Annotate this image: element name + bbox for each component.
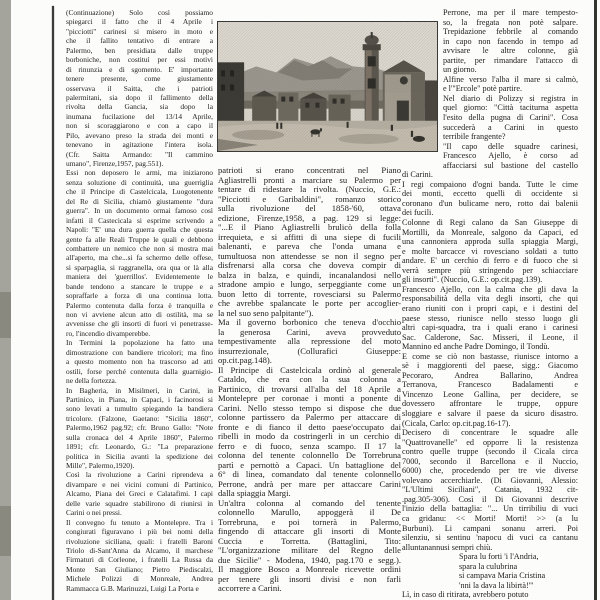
text-line: disfrenarsi alla corsa che doveva compir di [218, 261, 401, 270]
text-line: fronte e di fianco il detto paese'occupato dai [218, 422, 401, 432]
text-line: "picciotti" carinesi si misero in moto e [66, 26, 213, 36]
text-line: ferro e di fuoco, senza scampo. Il 17 la [218, 441, 401, 451]
text-line: Il Principe di Castelcicala ordinò al generale [218, 365, 401, 375]
text-line: responsabilità della vita degli insorti, che qui [402, 294, 578, 304]
text-line: ro, l'incendio divamperebbe. [66, 328, 151, 338]
text-line: di rinunzia e di sgomento. E' importante [66, 64, 213, 74]
text-line: insurrezionale, (Collurafici Giuseppe: [218, 346, 401, 356]
text-line: del Re di Sicilia, chiamò giustamente "dura [66, 196, 213, 206]
text-line: erano riuniti con i propri capi, e i destini del [402, 303, 578, 313]
text-line: ca gridanu: << Morti! Morti! >> (a lu [402, 513, 578, 523]
text-line: partì e pernottò a Capaci. Un battaglione del [218, 460, 401, 470]
figure-overlap-spacer [402, 8, 443, 169]
text-line: borboniche, non costituì per essi motivi [66, 55, 213, 65]
text-line: (Cicala, Carlo: op.cit.pag.16-17). [402, 418, 511, 428]
text-line: che il Principe di Castelcicala, Luogotenente [66, 187, 213, 197]
text-line: (Continuazione) Solo così possiamo [66, 8, 213, 17]
text-line: che il fallito tentativo di entrare a [66, 36, 213, 46]
text-line: avvisare le altre colonne, già [443, 46, 578, 56]
text-line: spiegarci il fatto che il 4 Aprile i [66, 17, 213, 27]
text-line: congiurati figuravano i più bei nomi della [66, 527, 213, 537]
text-line: osservava il Saitta, che i patrioti [66, 83, 213, 93]
text-line: "Picciotti e Garibaldini", romanzo storico [218, 194, 401, 204]
text-line: 6000) che, procedendo per tre vie diverse [402, 466, 578, 476]
text-line: due Sicilie" - Modena, 1940, pag.170 e segg.). [218, 555, 401, 565]
text-line: Carini. Nello stesso tempo si dispose che due [218, 403, 401, 413]
text-line: Perrone, andrà per mare per attaccare Carini [218, 479, 401, 489]
text-line: op.cit.pag.148). [218, 356, 272, 365]
page-fold-line [52, 6, 54, 600]
text-line: volevano accerchiarle. (Di Giovanni, Alessio: [402, 475, 578, 485]
text-line: delle varie squadre stabilirono di riunirsi in [66, 498, 213, 508]
text-line: Pilo, avevano preso la strada dei monti e [66, 130, 213, 140]
text-line: Palermo,1962 pag.92; cfr. Bruno Gallo: "Note [66, 423, 213, 433]
text-line: Triolo di-Sant'Anna da Alcamo, il marchese [66, 545, 213, 555]
text-line: guerra". In un documento ormai famoso così [66, 206, 213, 216]
text-line: Il convegno fu tenuto a Montelepre. Tra i [66, 517, 213, 527]
text-line: irrequieta, e si affitti di una siepe di fucili [218, 232, 401, 242]
text-line: non vi avviene alcun atto di ostilità, ma se [66, 310, 213, 319]
text-line: di Carini. [402, 170, 433, 180]
text-line: Decisero di concentrare le squadre alle [402, 428, 578, 438]
text-line: dei monti, eccetto quelli di occidente si [402, 189, 578, 199]
text-line: si sparpaglia, si raggranella, ora qua or là alla [66, 262, 213, 272]
text-line: ribelli in modo da costringerli in un cerchio di [218, 432, 401, 441]
text-line: balenanti, e pareva che l'onda umana e [218, 242, 401, 251]
text-line: "L'Ultimi Siciliani", Catania, 1932 cit- [402, 485, 578, 495]
text-line: un giorno. [443, 65, 477, 75]
text-line: I regi compaiono d'ogni banda. Tutte le cime [402, 179, 578, 189]
text-line: combattere un nemico che non si mostra mai [66, 243, 213, 253]
text-line: Cataldo, che era con la sua colonna a [218, 375, 401, 384]
text-line: umano", Firenze,1957, pag.551). [66, 159, 164, 168]
text-line: Terranova, Francesco Badalamenti e [402, 380, 578, 390]
text-line: rivoluzione siciliana, quali: i fratelli Baroni [66, 536, 213, 546]
text-line: Così la rivoluzione a Carini riprendeva a [66, 470, 213, 480]
text-line: sopraffarle a forza di una continua lotta. [66, 291, 213, 301]
text-line: andare. E' un cerchio di ferro e di fuoco che si [402, 256, 578, 266]
text-line: "L'organizzazione militare del Regno delle [218, 546, 401, 555]
text-line: E come se ciò non bastasse, riunisce intorno a [402, 351, 578, 361]
text-line: Palermo, ben presidiata dalle truppe [66, 45, 213, 55]
text-line: "...E il Piano Agliastrelli brulicò della folla [218, 223, 401, 232]
text-line: balza in balza, e quindi, incanalandosi nello [218, 270, 401, 280]
text-line: ostili, forse perché contenuta dalla guarnigio- [66, 366, 213, 376]
text-line: .pag.305-306). Così il Di Giovanni descrive [402, 494, 578, 504]
text-line: sulla rivoluzione del 1858-'60, ottava [218, 204, 401, 213]
text-line: l'esito della pugna di Carini". Cosa [443, 113, 578, 123]
text-line: tentare di ridestare la rivolta. (Nuccio, G.E.: [218, 185, 401, 194]
text-line: "Il capo delle squadre carinesi, [443, 141, 578, 151]
text-line: Nel diario di Polizzy si registra in [443, 93, 578, 103]
text-line: Firmaturi di Corleone, i fratelli La Russa da [66, 555, 213, 565]
text-line: Napoli: "E' una dura guerra quella che questa [66, 225, 213, 235]
text-line: Alcamo, Piana dei Greci e Calatafimi. I capi [66, 489, 213, 499]
page-edge-line [594, 0, 597, 600]
text-line: colonne partissero da Palermo per attaccare di [218, 413, 401, 422]
text-line: colonna del tenente colonnello De Torrebruna [218, 451, 401, 460]
text-line: quel giorno: "Città taciturna aspetta [443, 103, 578, 113]
text-line: Perrone, ma per il mare tempesto- [443, 8, 578, 17]
text-line: non si scoraggiarono e con a capo il [66, 121, 213, 131]
text-line: In Bagheria, in Misilmeri, in Carini, in [66, 385, 213, 395]
text-line: alluntanannusi sempri chiù. [402, 542, 493, 552]
text-line: Vincenzo Leone Gallina, per decidere, se [402, 389, 578, 399]
text-line: dimostrazione con bandiere tricolori; ma fino [66, 347, 213, 357]
text-line: Il maggiore Bosco a Monreale ricevette ordini [218, 565, 401, 574]
text-column-left [66, 8, 213, 593]
text-line: Partinico, di trovarsi all'alba del 18 Aprile a [218, 384, 401, 394]
text-line: affacciarsi sul bastione del castello [443, 160, 578, 170]
text-line: edizione, Firenze,1958, a pag. 129 si legge: [218, 213, 401, 223]
text-line: verrà sempre più stringendo per schiacciare [402, 265, 578, 275]
text-line: ne della fortezza. [66, 376, 117, 386]
text-column-right [402, 8, 578, 600]
text-line: si campava Maria Cristina [459, 571, 546, 581]
text-line: infatti il Castecicala si esprime scrivendo a [66, 215, 213, 225]
text-line: Torrebruna, e poi tornerà in Palermo, [218, 517, 401, 527]
text-line: tenevano in agitazione l'intera isola. [66, 140, 213, 150]
text-line: Ma il governo borbonico che teneva d'occhio [218, 318, 401, 327]
text-line: Sac. Calderone, Sac. Misseri, il Leone, il [402, 332, 578, 342]
text-line: Essi non deposero le armi, ma iniziarono [66, 168, 213, 178]
text-line: stradone ampio e lungo, serpeggiante come un [218, 280, 401, 289]
text-line: Cuccia e Torretta. (Battaglini, Tito: [218, 536, 401, 546]
text-line: e molte barcacce vi rovesciano soldati a tutto [402, 246, 578, 256]
text-line: la generosa Carini, aveva provveduto [218, 327, 401, 337]
text-line: all'aperto, ma che...si fa schermo delle offese, [66, 253, 213, 263]
text-line: la nel suo seno palpitante"). [218, 308, 314, 318]
text-line: Palermo contenuta dalla forza è tranquilla e [66, 300, 213, 310]
text-line: spara la culubrina [459, 561, 518, 571]
text-line: senza soluzione di continuità, una guerriglia [66, 177, 213, 187]
text-line: inumana fucilazione del 13/14 Aprile, [66, 111, 213, 121]
text-line: Monte San Giuliano; Pietro Piediscalzi, [66, 564, 213, 574]
text-line: colonnello Marullo, appoggerà il De [218, 508, 401, 517]
text-line: so, la fregata non potè salpare. [443, 17, 578, 27]
text-line: (Cfr. Saitta Armando: "Il cammino [66, 149, 213, 159]
text-line: Lì, in caso di ritirata, avrebbero potuto [402, 590, 529, 600]
scan-smudge [0, 292, 11, 338]
text-line: bande tendono a stancare le truppe e a [66, 281, 213, 291]
text-line: sè i maggiorenti del paese, sigg.: Giacomo [402, 361, 578, 371]
text-line: "Quattrovanelle" ed opporre lì la resistenza [402, 437, 578, 447]
text-line: succederà a Carini in questo [443, 122, 578, 132]
text-line: sloggiare e salvare il paese da sicuro disastro. [402, 408, 578, 418]
text-line: Mortilli, da Monreale, salgono da Capaci, ed [402, 227, 578, 237]
text-line: che avrebbe spalancate le porte per accoglier- [218, 299, 401, 308]
text-line: l'inizio della battaglia: "... Un tirribiliu di vuci [402, 504, 578, 514]
text-line: palermitani, sia dopo il fallimento della [66, 92, 213, 102]
text-line: rivolta della Gancia, sia dopo la [66, 102, 213, 112]
text-line: Rammacca G.B. Marinuzzi, Luigi La Porta e [66, 583, 199, 593]
text-line: dei fucili. [402, 208, 434, 218]
text-line: Trepidazione febbrile al comando [443, 27, 578, 37]
text-line: per tenere gli insorti divisi e non farli [218, 574, 401, 584]
text-line: accorrere a Carini. [218, 584, 282, 593]
text-line: 6° di linea, comandato dal tenente colonnello [218, 470, 401, 479]
text-line: Colonne di Regi calano da San Giuseppe di [402, 218, 578, 228]
text-line: avvenisse che gli insorti di fuori vi penetrasse- [66, 319, 213, 329]
text-line: Alfine verso l'alba il mare si calmò, [443, 74, 578, 84]
text-line: dovessero affrontare le truppe, oppure [402, 399, 578, 409]
text-line: divampare e nei vicini comuni di Partinico, [66, 479, 213, 489]
text-line: contro quelle truppe (secondo il Cicala circa [402, 447, 578, 457]
text-line: una cannoniera approda sulla spiaggia Margi, [402, 237, 578, 247]
text-line: maniera dei 'guerrillos'. Evidentemente le [66, 272, 213, 282]
text-line: e l'"Ercole" potè partire. [443, 84, 523, 94]
text-line: tricolore. (Falzone, Gaetano: "Sicilia 1860", [66, 413, 213, 423]
text-line: a questo momento non ha trascorso ad atti [66, 357, 213, 367]
text-line: dalla spiaggia Margi. [218, 489, 291, 498]
text-line: Montelepre per coronae i monti a ponente di [218, 394, 401, 403]
text-line: sono levati a tumulto spiegando la bandiera [66, 404, 213, 414]
text-line: partite, per rimandare l'attacco di [443, 55, 578, 65]
text-line: Francesco Ajello, con la calma che gli dava la [402, 284, 578, 294]
text-line: Burbuni). Li campani sonanu arreri. Poi [402, 523, 578, 533]
text-line: sulla cronaca del 4 Aprile 1860", Palermo [66, 432, 213, 442]
text-line: coronano d'un bulicame nero, rotto dai balenii [402, 198, 578, 208]
text-line: in capo non facendo in tempo ad [443, 36, 578, 46]
text-line: buon letto di torrente, rovesciarsi su Palermo [218, 289, 401, 299]
text-line: gente fa alle Reali Truppe le quali e debbono [66, 234, 213, 244]
text-line: Mannino ed anche Padre Domingo, il Tondù. [402, 342, 550, 352]
text-line: tenere presente, come giustamente [66, 74, 213, 84]
text-line: Carini o nei pressi. [66, 508, 122, 518]
text-line: terribile frangente? [443, 132, 506, 142]
text-line: 'nni la dava la libirtà!'" [459, 580, 534, 590]
text-line: tumultuosa non attendesse se non il segno per [218, 251, 401, 261]
text-line: silenziu, si sentinu 'napocu di vuci ca cantanu [402, 533, 578, 543]
text-line: tempestivamente alla repressione del moto [218, 337, 401, 346]
text-line: gli insorti". (Nuccio, G.E.: op.cit.pag.139). [402, 275, 543, 285]
text-line: Francesco Ajello, è corso ad [443, 151, 578, 161]
text-line: Partinico, in Piana, in Capaci, i facinorosi si [66, 394, 213, 404]
text-line: altri capi-squadra, tra i quali erano i carinesi [402, 323, 578, 333]
text-line: 1891; cfr. Leonardo, G.: "La preparazione [66, 442, 213, 452]
scan-smudge [0, 506, 11, 556]
text-column-center [218, 166, 401, 594]
text-line: Pecoraro, Andrea Ballarino, Andrea [402, 370, 578, 380]
text-line: Un'altra colonna al comando del tenente [218, 498, 401, 508]
text-line: fingendo di attaccare gli insorti di Monte [218, 527, 401, 536]
text-line: In Termini la popolazione ha fatto una [66, 338, 213, 348]
text-line: Spara lu forti 'i l'Andria, [459, 552, 539, 562]
text-line: Mille", Palermo,1920). [66, 461, 135, 470]
text-line: Michele Polizzi di Monreale, Andrea [66, 574, 213, 584]
text-line: paese stesso, riunisce nello stesso luogo gli [402, 313, 578, 323]
text-line: patrioti si erano concentrati nel Piano [218, 166, 401, 175]
text-line: politica in Sicilia avanti la spedizione dei [66, 451, 213, 461]
text-line: 7000, secondo il Barcellona e il Nuccio, [402, 456, 578, 466]
text-line: Agliastrelli pronti a marciare su Palermo per [218, 175, 401, 185]
